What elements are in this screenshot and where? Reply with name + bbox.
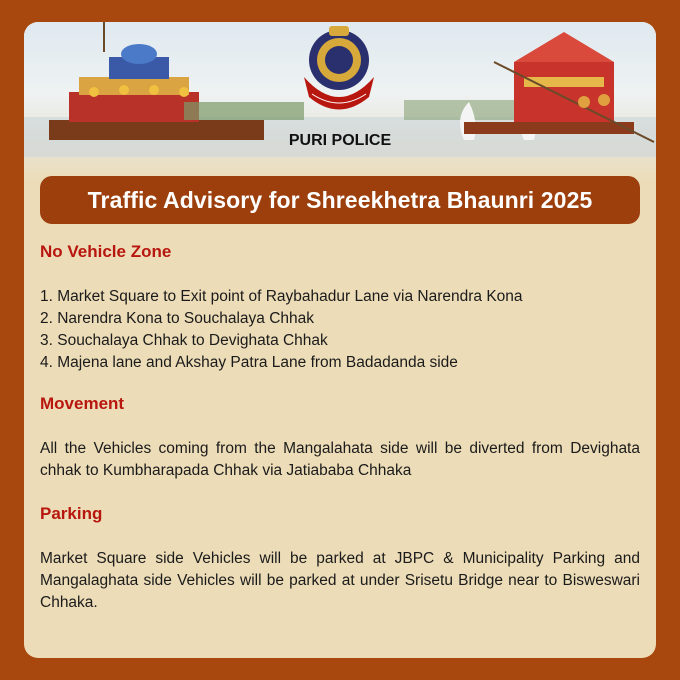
festival-boats-illustration [24,22,656,182]
right-boat-image [460,32,654,142]
advisory-content [40,242,640,614]
advisory-title: Traffic Advisory for Shreekhetra Bhaunri 2025 [87,186,593,213]
header-banner [24,22,656,182]
parking-text: Market Square side Vehicles will be parked at JBPC & Municipality Parking and Mangalaghata side Vehicles will be parked at under Srisetu Bridge near to Bisweswari Chhaka. [40,550,640,611]
puri-police-emblem-icon [304,26,374,110]
advisory-card [24,22,656,658]
title-bar [40,176,640,224]
list-item: 2. Narendra Kona to Souchalaya Chhak [40,310,315,327]
left-boat-image [49,22,264,140]
movement-heading: Movement [40,394,125,413]
no-vehicle-zone-heading: No Vehicle Zone [40,242,172,261]
list-item: 3. Souchalaya Chhak to Devighata Chhak [40,332,328,349]
org-name: PURI POLICE [288,132,392,149]
movement-text: All the Vehicles coming from the Mangalahata side will be diverted from Devighata chhak to Kumbharapada Chhak via Jatiababa Chhaka [40,440,640,479]
list-item: 4. Majena lane and Akshay Patra Lane from Badadanda side [40,354,458,371]
list-item: 1. Market Square to Exit point of Raybahadur Lane via Narendra Kona [40,288,523,305]
no-vehicle-zone-list [40,286,640,374]
parking-heading: Parking [40,504,103,523]
